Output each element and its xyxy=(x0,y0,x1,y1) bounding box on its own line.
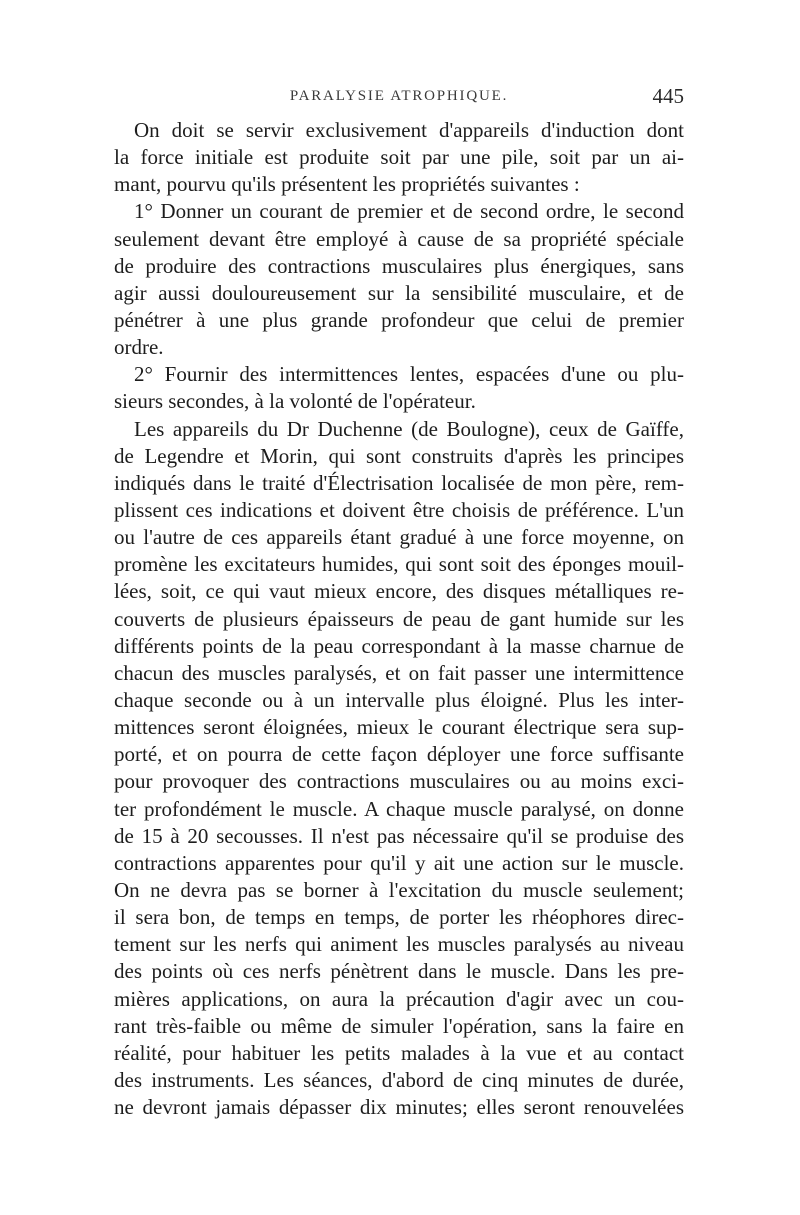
text-line: réalité, pour habituer les petits malades à la vue et au contact xyxy=(114,1040,684,1065)
text-line: pénétrer à une plus grande profondeur que celui de premier xyxy=(114,307,684,332)
text-line: contractions apparentes pour qu'il y ait une action sur le muscle. xyxy=(114,850,684,875)
text-line: ou l'autre de ces appareils étant gradué à une force moyenne, on xyxy=(114,525,684,550)
text-line: chaque seconde ou à un intervalle plus éloigné. Plus les inter- xyxy=(114,687,684,712)
text-line: agir aussi douloureusement sur la sensibilité musculaire, et de xyxy=(114,280,684,305)
text-line: des instruments. Les séances, d'abord de cinq minutes de durée, xyxy=(114,1067,684,1092)
text-line: On ne devra pas se borner à l'excitation du muscle seulement; xyxy=(114,877,684,902)
text-line: 1° Donner un courant de premier et de second ordre, le second xyxy=(134,199,684,224)
text-line: sieurs secondes, à la volonté de l'opérateur. xyxy=(114,389,476,414)
text-line: On doit se servir exclusivement d'appareils d'induction dont xyxy=(134,118,684,142)
text-line: couverts de plusieurs épaisseurs de peau de gant humide sur les xyxy=(114,606,684,631)
text-line: ordre. xyxy=(114,335,164,360)
text-line: mant, pourvu qu'ils présentent les propriétés suivantes : xyxy=(114,172,580,197)
text-line: la force initiale est produite soit par une pile, soit par un ai- xyxy=(114,145,684,170)
body-text xyxy=(114,117,684,1121)
text-line: de produire des contractions musculaires plus énergiques, sans xyxy=(114,253,684,278)
text-line: ne devront jamais dépasser dix minutes; elles seront renouvelées xyxy=(114,1095,684,1120)
text-line: seulement devant être employé à cause de sa propriété spéciale xyxy=(114,226,684,251)
page-number: 445 xyxy=(652,84,684,108)
text-line: pour provoquer des contractions musculaires ou au moins exci- xyxy=(114,769,684,794)
text-line: plissent ces indications et doivent être choisis de préférence. L'un xyxy=(114,497,684,522)
text-line: tement sur les nerfs qui animent les muscles paralysés au niveau xyxy=(114,932,684,957)
text-line: différents points de la peau correspondant à la masse charnue de xyxy=(114,633,684,658)
text-line: il sera bon, de temps en temps, de porter les rhéophores direc- xyxy=(114,905,684,930)
text-line: ter profondément le muscle. A chaque muscle paralysé, on donne xyxy=(114,796,684,821)
text-line: porté, et on pourra de cette façon déployer une force suffisante xyxy=(114,742,684,767)
text-line: des points où ces nerfs pénètrent dans le muscle. Dans les pre- xyxy=(114,959,684,984)
text-line: mittences seront éloignées, mieux le courant électrique sera sup- xyxy=(114,715,684,740)
running-head xyxy=(114,84,684,116)
text-line: indiqués dans le traité d'Électrisation localisée de mon père, rem- xyxy=(114,470,684,495)
text-line: de 15 à 20 secousses. Il n'est pas nécessaire qu'il se produise des xyxy=(114,823,684,848)
running-title: PARALYSIE ATROPHIQUE. xyxy=(289,88,509,104)
text-line: 2° Fournir des intermittences lentes, espacées d'une ou plu- xyxy=(134,362,684,387)
text-line: chacun des muscles paralysés, et on fait passer une intermittence xyxy=(114,660,684,685)
text-line: mières applications, on aura la précaution d'agir avec un cou- xyxy=(114,986,684,1011)
text-line: de Legendre et Morin, qui sont construits d'après les principes xyxy=(114,443,684,468)
text-line: rant très-faible ou même de simuler l'opération, sans la faire en xyxy=(114,1013,684,1038)
text-line: Les appareils du Dr Duchenne (de Boulogne), ceux de Gaïffe, xyxy=(134,416,684,441)
text-line: promène les excitateurs humides, qui sont soit des éponges mouil- xyxy=(114,552,684,577)
text-line: lées, soit, ce qui vaut mieux encore, des disques métalliques re- xyxy=(114,579,684,604)
